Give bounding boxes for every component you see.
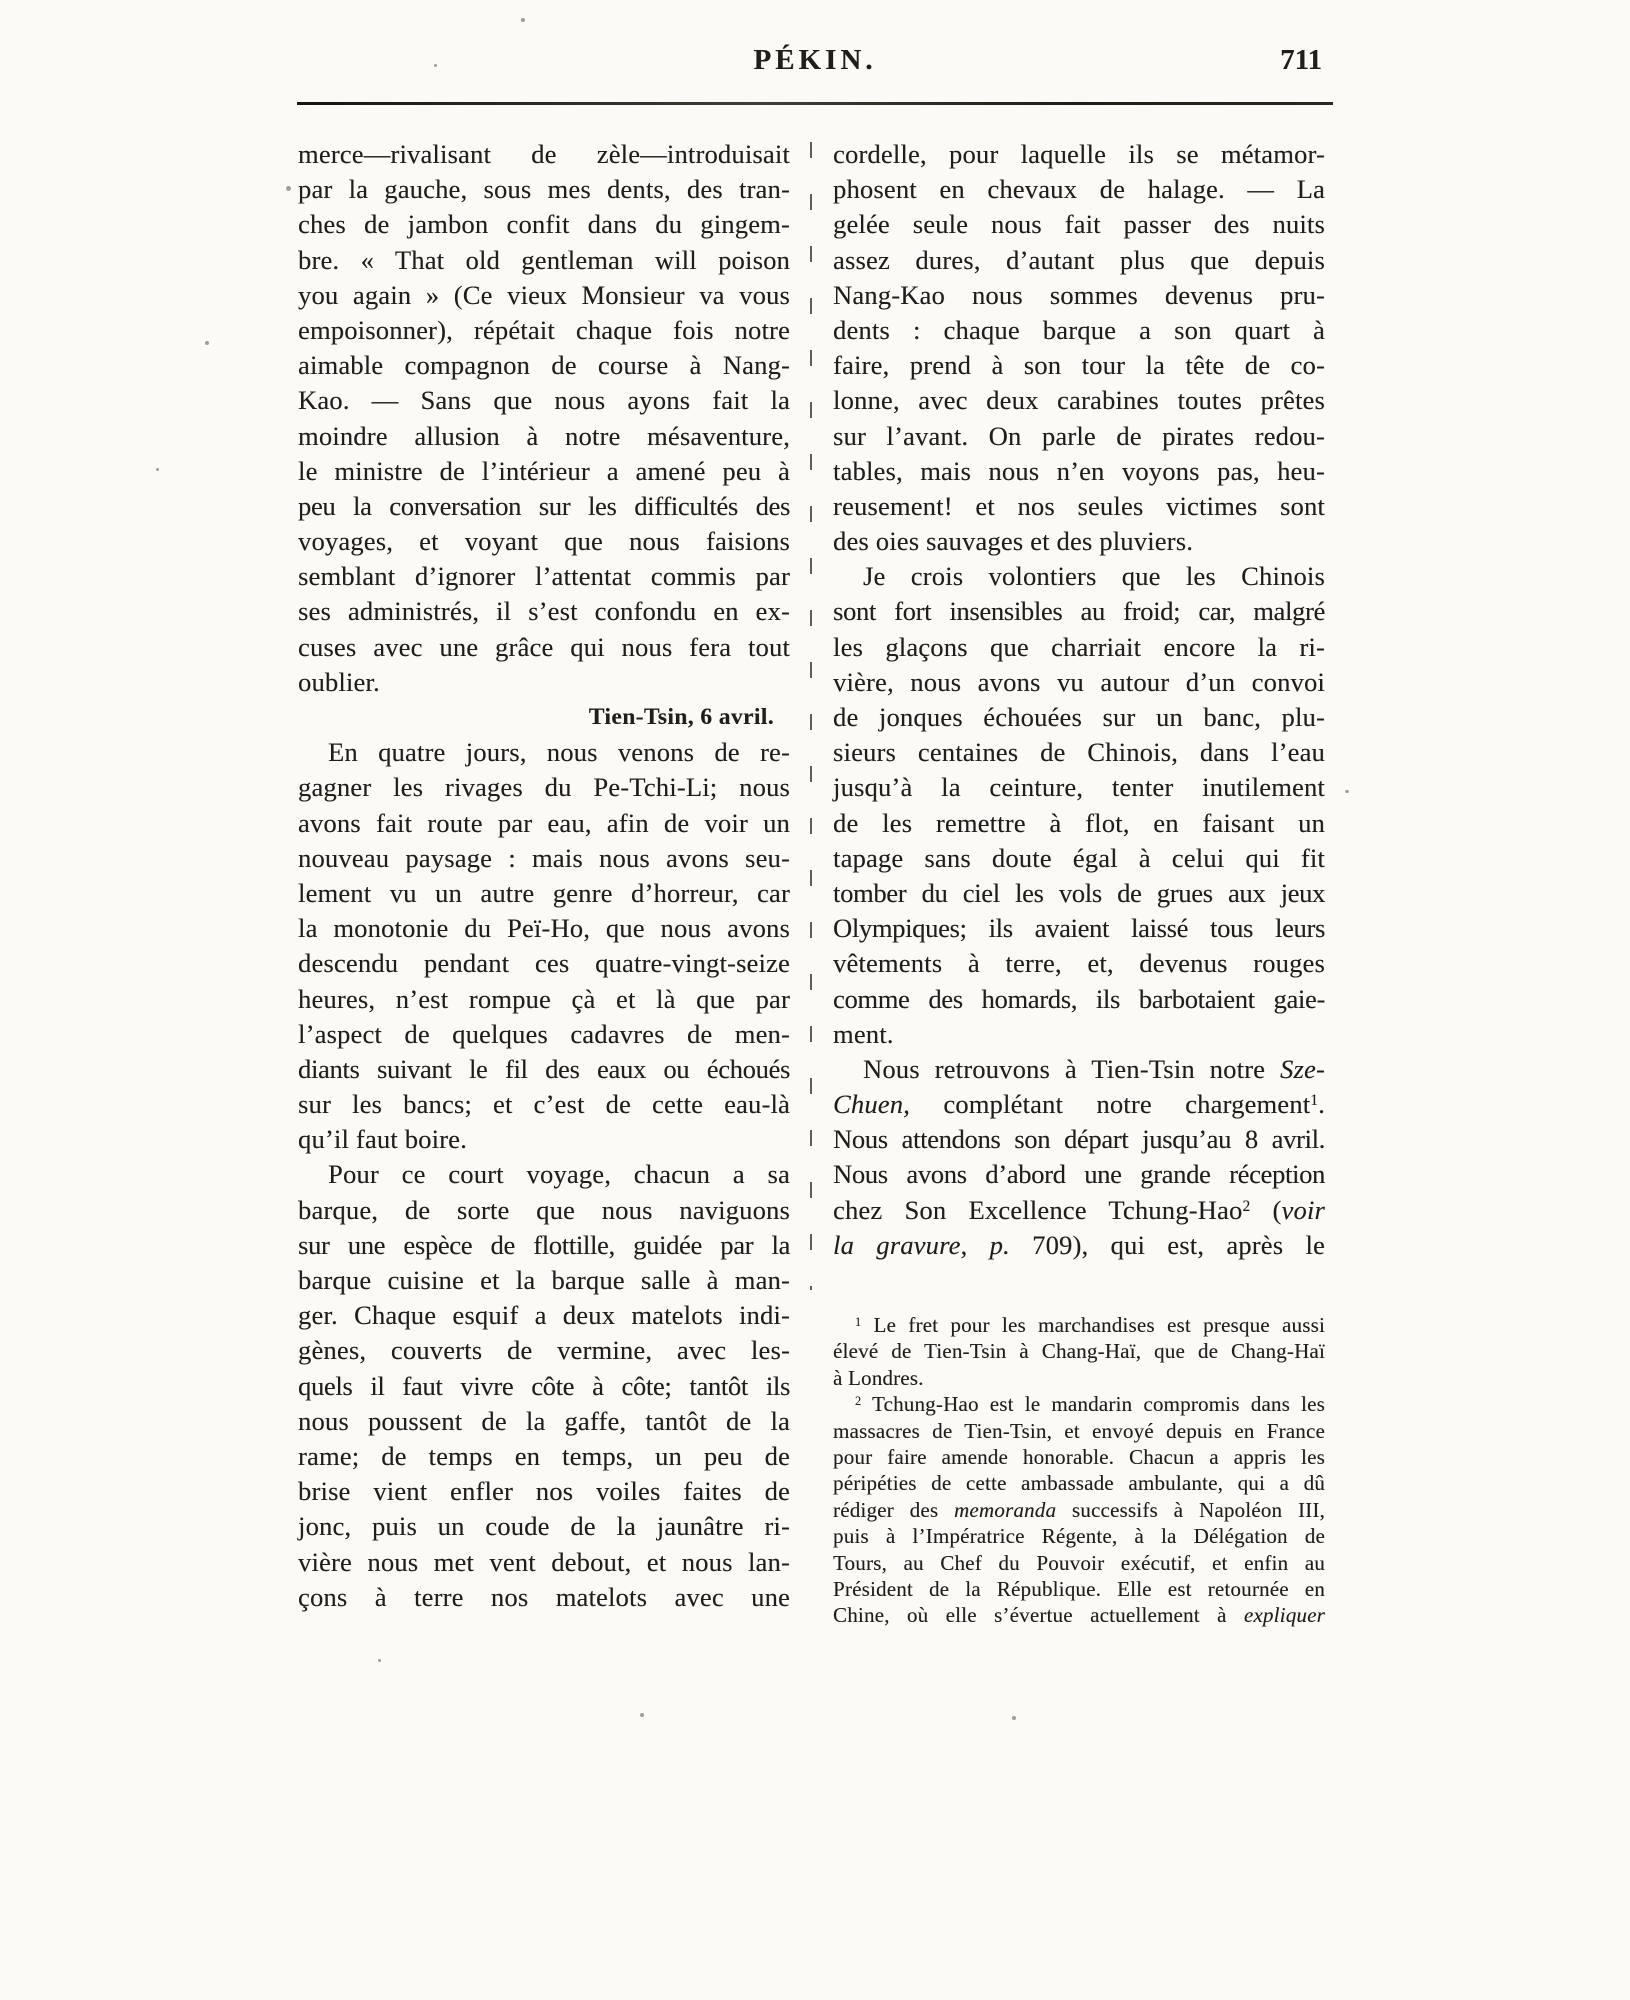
scan-speckle bbox=[1345, 790, 1349, 793]
text-segment: gènes, couverts de vermine, avec les- bbox=[298, 1335, 790, 1366]
text-segment: oublier. bbox=[298, 666, 380, 697]
footnotes bbox=[833, 1312, 1325, 1629]
text-segment: Nous retrouvons à Tien-Tsin notre bbox=[863, 1053, 1281, 1084]
text-line bbox=[298, 982, 790, 1017]
text-segment: nous poussent de la gaffe, tantôt de la bbox=[298, 1405, 790, 1436]
text-segment: descendu pendant ces quatre-vingt-seize bbox=[298, 948, 790, 979]
text-segment: Président de la République. Elle est retournée en bbox=[833, 1576, 1325, 1601]
text-line bbox=[298, 1157, 790, 1192]
text-segment: successifs à Napoléon III, bbox=[1056, 1497, 1326, 1522]
text-segment: moindre allusion à notre mésaventure, bbox=[298, 420, 790, 451]
text-segment: Kao. — Sans que nous ayons fait la bbox=[298, 385, 790, 416]
text-line bbox=[298, 876, 790, 911]
text-segment: ( bbox=[1250, 1194, 1282, 1225]
text-line bbox=[298, 243, 790, 278]
text-segment: pour faire amende honorable. Chacun a appris les bbox=[833, 1444, 1325, 1469]
scan-speckle bbox=[205, 341, 209, 345]
text-line bbox=[298, 559, 790, 594]
text-line bbox=[833, 1550, 1325, 1576]
text-segment: gagner les rivages du Pe-Tchi-Li; nous bbox=[298, 772, 790, 803]
text-segment: faire, prend à son tour la tête de co- bbox=[833, 350, 1325, 381]
text-line bbox=[298, 1439, 790, 1474]
text-line bbox=[298, 665, 790, 700]
scan-speckle bbox=[286, 186, 291, 191]
text-segment: Tours, au Chef du Pouvoir exécutif, et enfin au bbox=[833, 1550, 1325, 1575]
text-line bbox=[298, 207, 790, 242]
text-segment: sur l’avant. On parle de pirates redou- bbox=[833, 420, 1325, 451]
text-line bbox=[833, 841, 1325, 876]
text-line bbox=[298, 1052, 790, 1087]
text-segment: cordelle, pour laquelle ils se métamor- bbox=[833, 139, 1325, 169]
text-segment: cuses avec une grâce qui nous fera tout bbox=[298, 631, 790, 662]
text-line bbox=[833, 770, 1325, 805]
text-segment: semblant d’ignorer l’attentat commis par bbox=[298, 561, 790, 592]
text-line bbox=[298, 1545, 790, 1580]
text-line bbox=[833, 454, 1325, 489]
text-segment: brise vient enfler nos voiles faites de bbox=[298, 1476, 790, 1507]
text-line bbox=[298, 454, 790, 489]
text-line bbox=[833, 806, 1325, 841]
footnote-marker: 1 bbox=[855, 1314, 862, 1329]
text-line bbox=[298, 278, 790, 313]
text-line bbox=[833, 348, 1325, 383]
text-line bbox=[298, 1122, 790, 1157]
text-line bbox=[298, 1298, 790, 1333]
text-segment: peu la conversation sur les difficultés des bbox=[298, 490, 790, 521]
page-number: 711 bbox=[1280, 44, 1322, 76]
text-segment: sieurs centaines de Chinois, dans l’eau bbox=[833, 737, 1325, 768]
text-line bbox=[833, 665, 1325, 700]
text-line bbox=[298, 1474, 790, 1509]
text-line bbox=[833, 489, 1325, 524]
text-line bbox=[833, 1602, 1325, 1628]
text-line bbox=[298, 1087, 790, 1122]
text-segment: jonc, puis un coude de la jaunâtre ri- bbox=[298, 1511, 790, 1542]
header-rule bbox=[297, 102, 1333, 105]
text-segment: péripéties de cette ambassade ambulante, qui a dû bbox=[833, 1471, 1325, 1496]
text-segment: Olympiques; ils avaient laissé tous leurs bbox=[833, 913, 1325, 944]
text-segment: de jonques échouées sur un banc, plu- bbox=[833, 702, 1325, 732]
footnote-marker: 2 bbox=[855, 1394, 862, 1409]
text-segment: des oies sauvages et des pluviers. bbox=[833, 526, 1194, 557]
scan-speckle bbox=[640, 1713, 644, 1717]
text-line bbox=[833, 700, 1325, 735]
text-line bbox=[833, 1523, 1325, 1549]
text-line bbox=[298, 1193, 790, 1228]
text-line bbox=[298, 383, 790, 418]
text-line bbox=[833, 1418, 1325, 1444]
text-line bbox=[298, 1369, 790, 1404]
text-segment: massacres de Tien-Tsin, et envoyé depuis en France bbox=[833, 1418, 1325, 1443]
text-segment: la gravure, p. bbox=[833, 1229, 1010, 1260]
text-line bbox=[298, 770, 790, 805]
text-line bbox=[833, 1052, 1325, 1087]
text-segment: Chine, où elle s’évertue actuellement à bbox=[833, 1603, 1244, 1628]
text-line bbox=[833, 1122, 1325, 1157]
text-line bbox=[833, 630, 1325, 665]
text-segment: élevé de Tien-Tsin à Chang-Haï, que de Chang-Haï bbox=[833, 1339, 1325, 1364]
text-line bbox=[833, 243, 1325, 278]
text-segment: Nous avons d’abord une grande réception bbox=[833, 1159, 1325, 1190]
text-line bbox=[298, 348, 790, 383]
text-line bbox=[298, 313, 790, 348]
text-segment: dents : chaque barque a son quart à bbox=[833, 314, 1325, 345]
dateline bbox=[298, 700, 790, 735]
text-line bbox=[833, 1017, 1325, 1052]
text-line bbox=[833, 982, 1325, 1017]
text-line bbox=[833, 1087, 1325, 1122]
scan-speckle bbox=[1012, 1716, 1016, 1720]
text-line bbox=[298, 630, 790, 665]
text-line bbox=[298, 137, 790, 172]
text-segment: voyages, et voyant que nous faisions bbox=[298, 526, 790, 557]
text-line bbox=[833, 172, 1325, 207]
text-line bbox=[833, 946, 1325, 981]
text-line bbox=[298, 911, 790, 946]
text-segment: . bbox=[1318, 1089, 1325, 1120]
text-line bbox=[833, 735, 1325, 770]
text-line bbox=[298, 419, 790, 454]
text-segment: Tien-Tsin, 6 avril. bbox=[588, 704, 774, 730]
text-line bbox=[833, 313, 1325, 348]
text-segment: gelée seule nous fait passer des nuits bbox=[833, 209, 1325, 240]
text-segment: phosent en chevaux de halage. — La bbox=[833, 174, 1325, 205]
text-line bbox=[298, 172, 790, 207]
text-line bbox=[298, 1509, 790, 1544]
text-line bbox=[298, 735, 790, 770]
text-segment: Chuen, bbox=[833, 1089, 911, 1120]
text-segment: çons à terre nos matelots avec une bbox=[298, 1581, 790, 1612]
text-segment: les glaçons que charriait encore la ri- bbox=[833, 631, 1325, 662]
text-line bbox=[833, 1193, 1325, 1228]
text-segment: memoranda bbox=[954, 1497, 1057, 1522]
text-line bbox=[833, 1497, 1325, 1523]
text-segment: ment. bbox=[833, 1018, 894, 1049]
text-segment: par la gauche, sous mes dents, des tran- bbox=[298, 174, 790, 205]
text-line bbox=[833, 594, 1325, 629]
text-line bbox=[833, 1576, 1325, 1602]
text-line bbox=[833, 1391, 1325, 1417]
text-segment: Tchung-Hao est le mandarin compromis dans les bbox=[861, 1392, 1325, 1417]
scan-speckle bbox=[378, 1659, 381, 1662]
text-segment: tomber du ciel les vols de grues aux jeux bbox=[833, 877, 1325, 908]
text-segment: rame; de temps en temps, un peu de bbox=[298, 1440, 790, 1471]
text-segment: Nang-Kao nous sommes devenus pru- bbox=[833, 279, 1325, 310]
text-segment: Pour ce court voyage, chacun a sa bbox=[328, 1159, 790, 1190]
text-segment: vière, nous avons vu autour d’un convoi bbox=[833, 666, 1325, 697]
text-segment: rédiger des bbox=[833, 1497, 955, 1522]
text-line bbox=[298, 524, 790, 559]
text-segment: à Londres. bbox=[833, 1365, 924, 1390]
text-segment: assez dures, d’autant plus que depuis bbox=[833, 244, 1325, 275]
text-line bbox=[833, 1470, 1325, 1496]
text-segment: avons fait route par eau, afin de voir un bbox=[298, 807, 790, 838]
left-column bbox=[298, 137, 790, 1615]
text-segment: vêtements à terre, et, devenus rouges bbox=[833, 948, 1325, 979]
text-line bbox=[833, 383, 1325, 418]
text-segment: aimable compagnon de course à Nang- bbox=[298, 350, 790, 381]
text-segment: tapage sans doute égal à celui qui fit bbox=[833, 842, 1325, 873]
text-line bbox=[833, 207, 1325, 242]
text-segment: chez Son Excellence Tchung-Hao bbox=[833, 1194, 1243, 1225]
text-segment: heures, n’est rompue çà et là que par bbox=[298, 983, 790, 1014]
scan-speckle bbox=[156, 468, 159, 471]
text-segment: merce—rivalisant de zèle—introduisait bbox=[298, 139, 790, 169]
text-segment: barque, de sorte que nous naviguons bbox=[298, 1194, 790, 1225]
footnote-marker: 1 bbox=[1310, 1092, 1319, 1110]
text-segment: Sze- bbox=[1280, 1053, 1325, 1084]
text-segment: barque cuisine et la barque salle à man- bbox=[298, 1265, 790, 1295]
text-line bbox=[833, 1228, 1325, 1263]
text-segment: En quatre jours, nous venons de re- bbox=[328, 737, 790, 768]
text-segment: la monotonie du Peï-Ho, que nous avons bbox=[298, 913, 790, 944]
text-segment: nouveau paysage : mais nous avons seu- bbox=[298, 842, 790, 873]
text-line bbox=[298, 1404, 790, 1439]
text-segment: complétant notre chargement bbox=[910, 1089, 1311, 1120]
text-segment: quels il faut vivre côte à côte; tantôt ils bbox=[298, 1370, 790, 1401]
text-line bbox=[298, 1333, 790, 1368]
text-line bbox=[833, 911, 1325, 946]
text-line bbox=[298, 1017, 790, 1052]
column-divider bbox=[810, 142, 812, 1290]
text-line bbox=[833, 1312, 1325, 1338]
text-segment: sur les bancs; et c’est de cette eau-là bbox=[298, 1089, 790, 1120]
text-segment: vière nous met vent debout, et nous lan- bbox=[298, 1546, 790, 1577]
text-line bbox=[833, 278, 1325, 313]
text-line bbox=[298, 1263, 790, 1298]
text-line bbox=[833, 1157, 1325, 1192]
text-segment: ches de jambon confit dans du gingem- bbox=[298, 209, 790, 240]
text-line bbox=[833, 137, 1325, 172]
text-line bbox=[298, 489, 790, 524]
text-line bbox=[833, 524, 1325, 559]
text-segment: lonne, avec deux carabines toutes prêtes bbox=[833, 385, 1325, 416]
text-line bbox=[833, 876, 1325, 911]
text-segment: de les remettre à flot, en faisant un bbox=[833, 807, 1325, 838]
text-line bbox=[298, 594, 790, 629]
text-segment: 709), qui est, après le bbox=[1009, 1229, 1325, 1260]
text-line bbox=[298, 841, 790, 876]
text-segment: voir bbox=[1281, 1194, 1325, 1225]
right-column bbox=[833, 137, 1325, 1263]
text-segment: expliquer bbox=[1243, 1603, 1325, 1628]
scan-speckle bbox=[521, 18, 525, 22]
text-line bbox=[298, 1228, 790, 1263]
text-segment: puis à l’Impératrice Régente, à la Délégation de bbox=[833, 1524, 1325, 1549]
text-segment: l’aspect de quelques cadavres de men- bbox=[298, 1018, 790, 1049]
text-segment: le ministre de l’intérieur a amené peu à bbox=[298, 455, 790, 486]
text-line bbox=[833, 1338, 1325, 1364]
text-segment: empoisonner), répétait chaque fois notre bbox=[298, 314, 790, 345]
text-segment: ses administrés, il s’est confondu en ex- bbox=[298, 596, 790, 627]
footnote-marker: 2 bbox=[1242, 1197, 1251, 1215]
text-segment: diants suivant le fil des eaux ou échoués bbox=[298, 1053, 790, 1084]
scan-speckle bbox=[434, 64, 437, 67]
text-line bbox=[833, 1365, 1325, 1391]
text-segment: comme des homards, ils barbotaient gaie- bbox=[833, 983, 1325, 1014]
text-line bbox=[833, 559, 1325, 594]
text-segment: ger. Chaque esquif a deux matelots indi- bbox=[298, 1300, 790, 1331]
page-title: PÉKIN. bbox=[753, 44, 877, 76]
text-segment: you again » (Ce vieux Monsieur va vous bbox=[298, 279, 790, 310]
text-line bbox=[298, 946, 790, 981]
text-line bbox=[833, 419, 1325, 454]
text-segment: Le fret pour les marchandises est presque aussi bbox=[861, 1313, 1325, 1337]
text-line bbox=[298, 806, 790, 841]
text-segment: jusqu’à la ceinture, tenter inutilement bbox=[833, 772, 1325, 803]
text-segment: sont fort insensibles au froid; car, malgré bbox=[833, 596, 1325, 627]
text-line bbox=[298, 1580, 790, 1615]
text-segment: tables, mais nous n’en voyons pas, heu- bbox=[833, 455, 1325, 486]
text-segment: Nous attendons son départ jusqu’au 8 avril. bbox=[833, 1124, 1325, 1155]
text-segment: lement vu un autre genre d’horreur, car bbox=[298, 877, 790, 908]
text-segment: Je crois volontiers que les Chinois bbox=[863, 561, 1325, 592]
text-segment: bre. « That old gentleman will poison bbox=[298, 244, 790, 275]
text-line bbox=[833, 1444, 1325, 1470]
text-segment: sur une espèce de flottille, guidée par la bbox=[298, 1229, 790, 1260]
text-segment: qu’il faut boire. bbox=[298, 1124, 467, 1155]
text-segment: reusement! et nos seules victimes sont bbox=[833, 490, 1325, 521]
